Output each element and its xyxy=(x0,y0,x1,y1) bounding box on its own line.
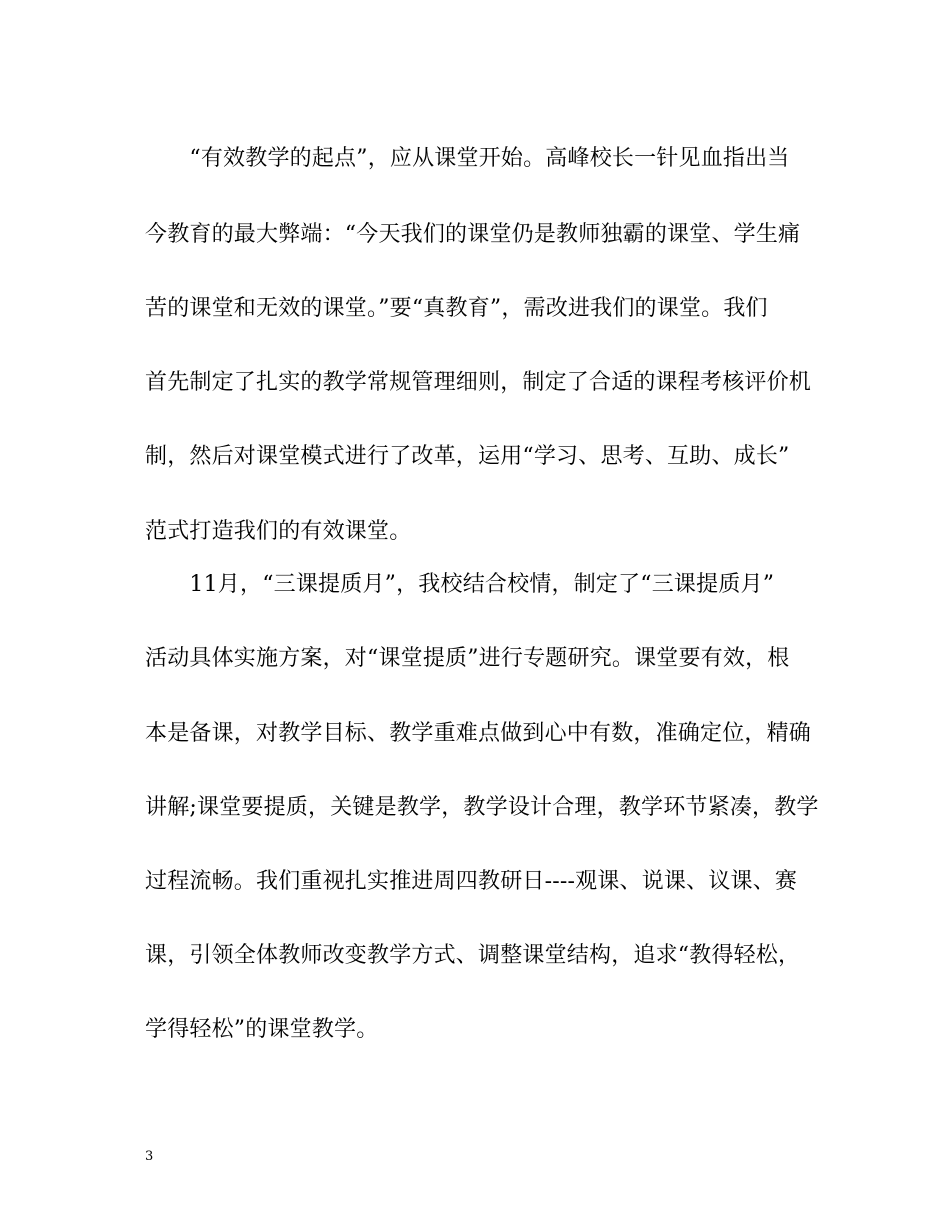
text-line: 过程流畅。我们重视扎实推进周四教研日----观课、说课、议课、赛 xyxy=(145,869,798,894)
text-line: 课，引领全体教师改变教学方式、调整课堂结构，追求“教得轻松， xyxy=(145,943,801,968)
text-line: 制，然后对课堂模式进行了改革，运用“学习、思考、互助、成长” xyxy=(145,444,790,469)
page-number: 3 xyxy=(145,1149,154,1164)
text-line: 讲解;课堂要提质，关键是教学，教学设计合理，教学环节紧凑，教学 xyxy=(145,795,819,820)
text-line: 首先制定了扎实的教学常规管理细则，制定了合适的课程考核评价机 xyxy=(145,370,812,395)
text-line: 今教育的最大弊端：“今天我们的课堂仍是教师独霸的课堂、学生痛 xyxy=(145,222,801,247)
text-line: 本是备课，对教学目标、教学重难点做到心中有数，准确定位，精确 xyxy=(145,721,812,746)
text-line: 11月，“三课提质月”，我校结合校情，制定了“三课提质月” xyxy=(145,572,775,597)
text-line: 范式打造我们的有效课堂。 xyxy=(145,519,412,544)
text-line: 学得轻松”的课堂教学。 xyxy=(145,1017,379,1042)
text-line: 活动具体实施方案，对“课堂提质”进行专题研究。课堂要有效，根 xyxy=(145,646,790,671)
text-line: 苦的课堂和无效的课堂。”要“真教育”，需改进我们的课堂。我们 xyxy=(145,296,768,321)
text-line: “有效教学的起点”，应从课堂开始。高峰校长一针见血指出当 xyxy=(145,146,790,171)
